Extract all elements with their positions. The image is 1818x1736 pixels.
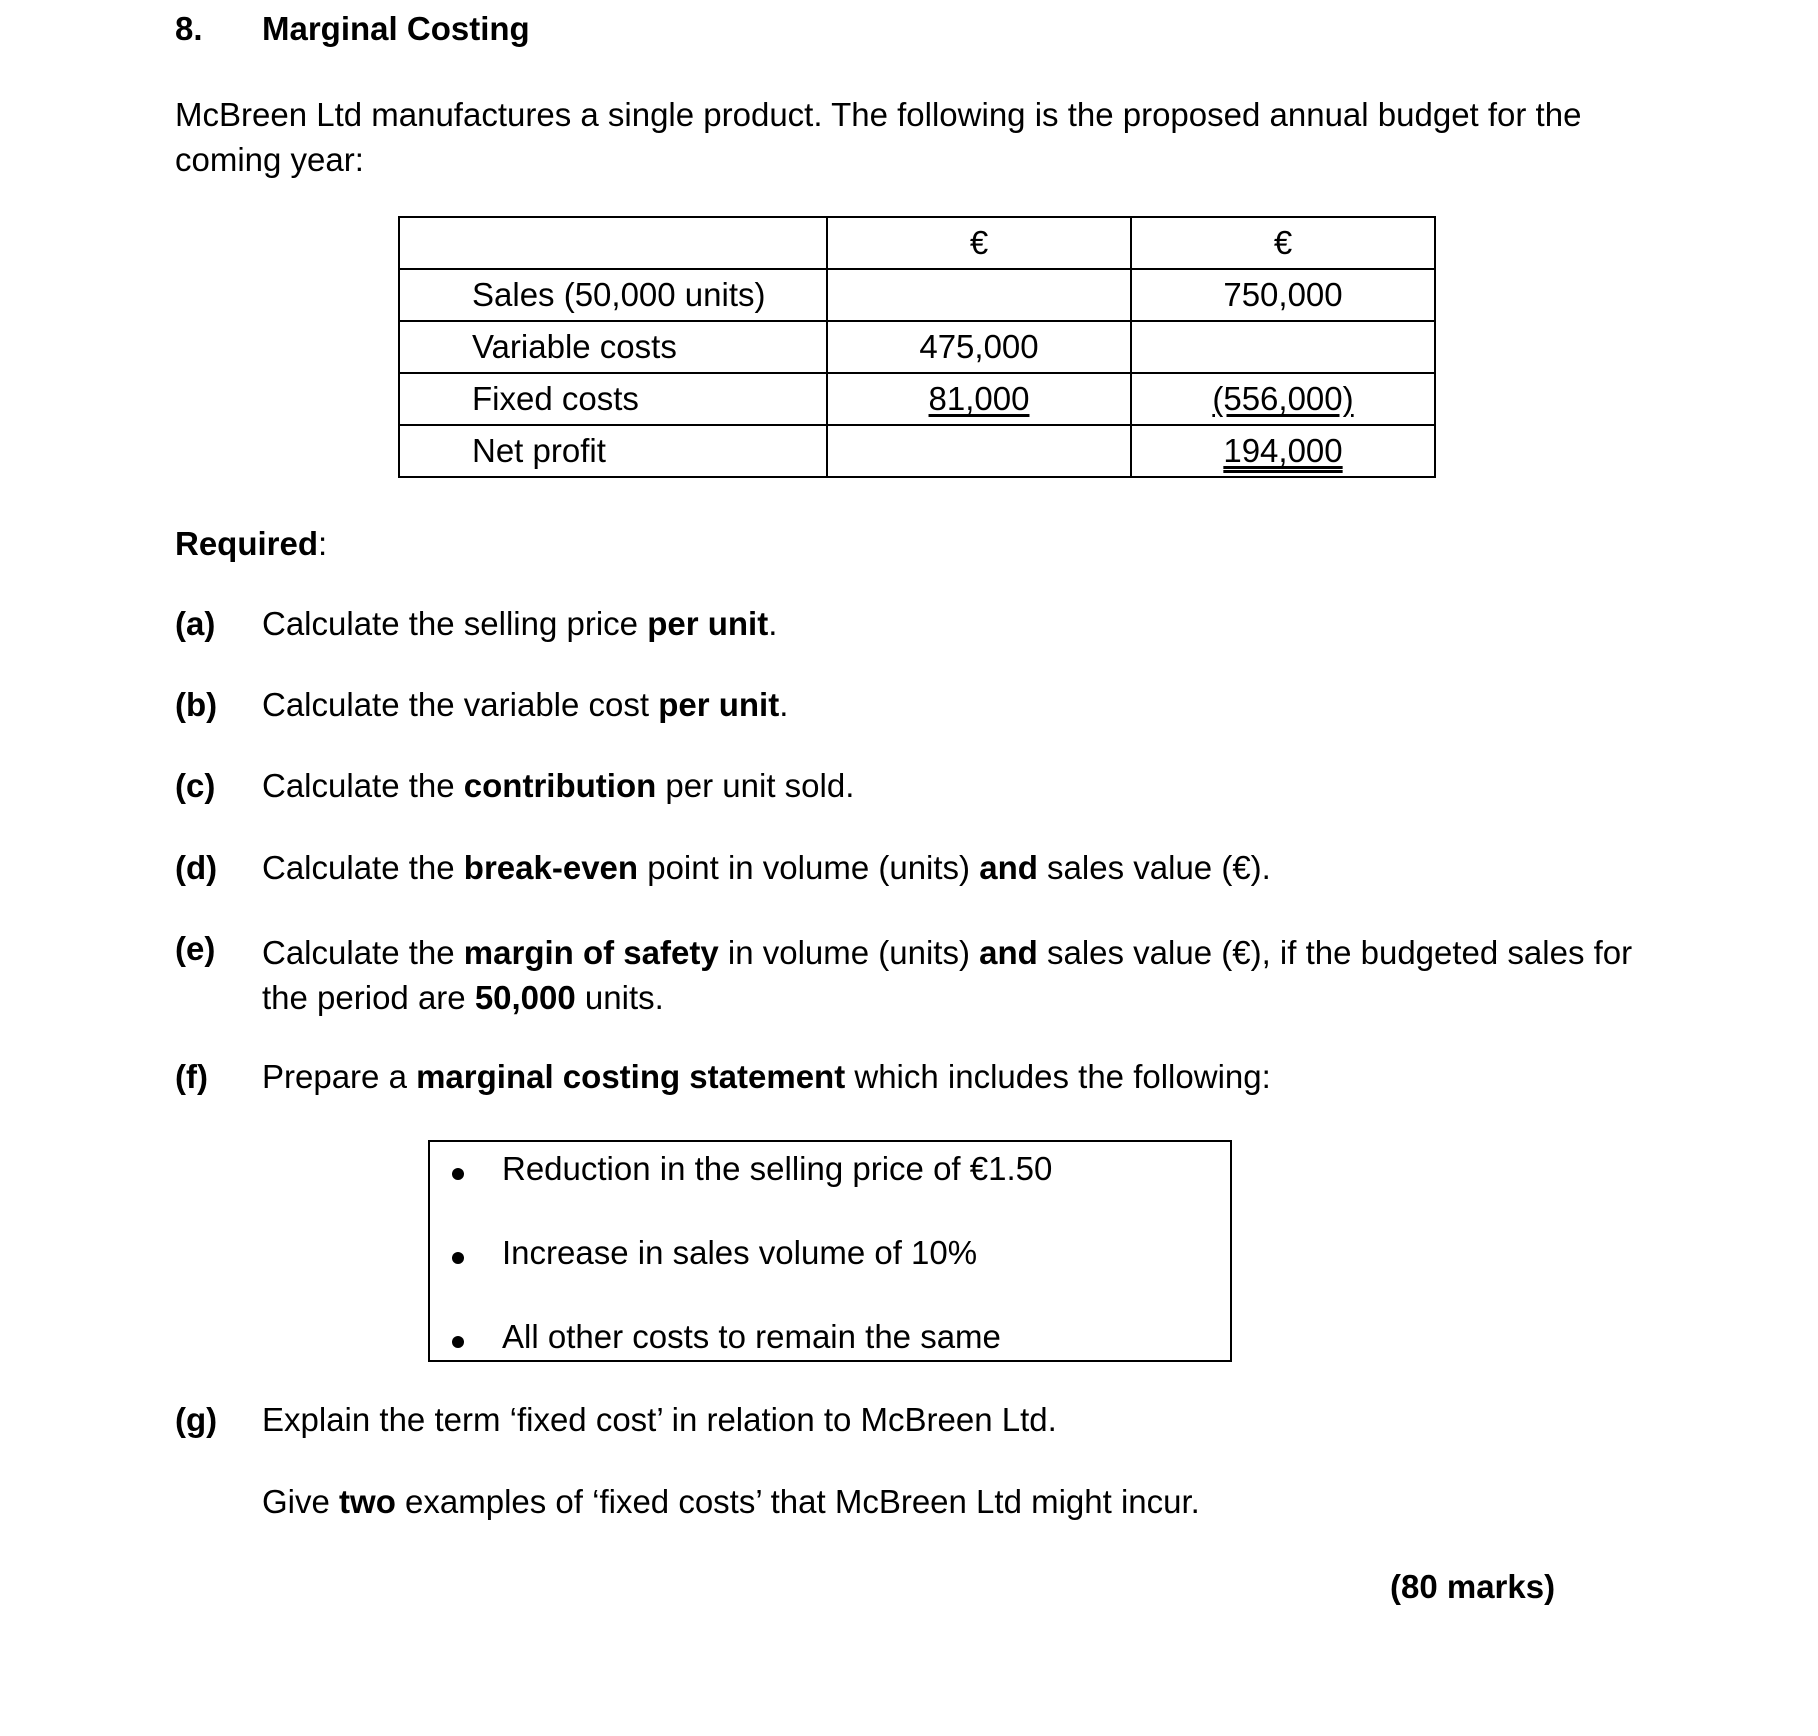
bold-segment: 50,000 [474, 979, 576, 1016]
text-segment: examples of ‘fixed costs’ that McBreen Ltd might incur. [395, 1483, 1200, 1520]
header-label-cell [399, 217, 827, 269]
row-col2-cell [1131, 373, 1435, 425]
intro-paragraph: McBreen Ltd manufactures a single product. The following is the proposed annual budget for the coming year: [175, 96, 1582, 178]
requirements-box [428, 1140, 1232, 1362]
part-e-label: (e) [175, 930, 216, 967]
bold-segment: break-even [463, 849, 639, 886]
part-d-text [262, 849, 1271, 887]
text-segment: Calculate the [262, 849, 464, 886]
bold-segment: per unit [658, 686, 780, 723]
bold-segment: marginal costing statement [416, 1058, 846, 1095]
text-segment: Calculate the selling price [262, 605, 648, 642]
bullet-icon [452, 1336, 464, 1348]
part-c-label: (c) [175, 767, 216, 804]
bullet-icon [452, 1252, 464, 1264]
row-label: Sales (50,000 units) [399, 269, 827, 321]
part-d-label: (d) [175, 849, 218, 886]
text-segment: which includes the following: [845, 1058, 1271, 1095]
text-segment: Prepare a [262, 1058, 417, 1095]
text-segment: . [779, 686, 789, 723]
part-f-label: (f) [175, 1058, 208, 1095]
row-label: Fixed costs [399, 373, 827, 425]
table-row-sales [399, 269, 1435, 321]
row-label: Variable costs [399, 321, 827, 373]
text-segment: Give [262, 1483, 340, 1520]
header-currency-col1: € [827, 217, 1131, 269]
part-c-text [262, 767, 854, 805]
question-title: Marginal Costing [262, 10, 530, 47]
row-label: Net profit [399, 425, 827, 477]
question-number: 8. [175, 10, 203, 47]
bullet-item: Reduction in the selling price of €1.50 [502, 1150, 1053, 1187]
part-a-text [262, 605, 777, 643]
table-row-fixed-costs [399, 373, 1435, 425]
marks-total: (80 marks) [1390, 1568, 1556, 1605]
text-segment: per unit sold. [656, 767, 855, 804]
part-g-label: (g) [175, 1401, 218, 1438]
text-segment: point in volume (units) [638, 849, 980, 886]
row-col1-value [827, 425, 1131, 477]
row-col1-cell [827, 373, 1131, 425]
row-col1-value: 81,000 [928, 380, 1030, 417]
bold-segment: per unit [647, 605, 769, 642]
bullet-item: Increase in sales volume of 10% [502, 1234, 978, 1271]
row-col2-value: (556,000) [1212, 380, 1354, 417]
required-label: Required [175, 525, 319, 562]
table-row-variable-costs [399, 321, 1435, 373]
row-col2-value: 194,000 [1223, 432, 1343, 469]
part-g-line1: Explain the term ‘fixed cost’ in relation to McBreen Ltd. [262, 1401, 1057, 1438]
row-col2-value [1131, 321, 1435, 373]
part-e-text [262, 930, 1682, 1020]
text-segment: sales value (€). [1037, 849, 1271, 886]
row-col1-value [827, 269, 1131, 321]
text-segment: . [768, 605, 778, 642]
text-segment: in volume (units) [718, 934, 980, 971]
text-segment: sales value (€), if the budgeted sales for the period are [262, 934, 1633, 1016]
table-header-row [399, 217, 1435, 269]
text-segment: Calculate the [262, 934, 464, 971]
bold-segment: and [979, 849, 1038, 886]
bold-segment: contribution [463, 767, 657, 804]
bold-segment: margin of safety [463, 934, 719, 971]
table-row-net-profit [399, 425, 1435, 477]
row-col1-value: 475,000 [827, 321, 1131, 373]
row-col2-value: 750,000 [1131, 269, 1435, 321]
bullet-icon [452, 1168, 464, 1180]
row-col2-cell [1131, 425, 1435, 477]
part-g-line2 [262, 1483, 1200, 1521]
text-segment: units. [575, 979, 664, 1016]
required-heading [175, 525, 327, 563]
part-f-text [262, 1058, 1271, 1096]
text-segment: Calculate the [262, 767, 464, 804]
part-b-label: (b) [175, 686, 218, 723]
header-currency-col2: € [1131, 217, 1435, 269]
budget-table [398, 216, 1436, 478]
bold-segment: two [339, 1483, 396, 1520]
part-a-label: (a) [175, 605, 216, 642]
bullet-item: All other costs to remain the same [502, 1318, 1001, 1355]
required-colon: : [318, 525, 328, 562]
bold-segment: and [979, 934, 1038, 971]
part-b-text [262, 686, 788, 724]
text-segment: Calculate the variable cost [262, 686, 659, 723]
